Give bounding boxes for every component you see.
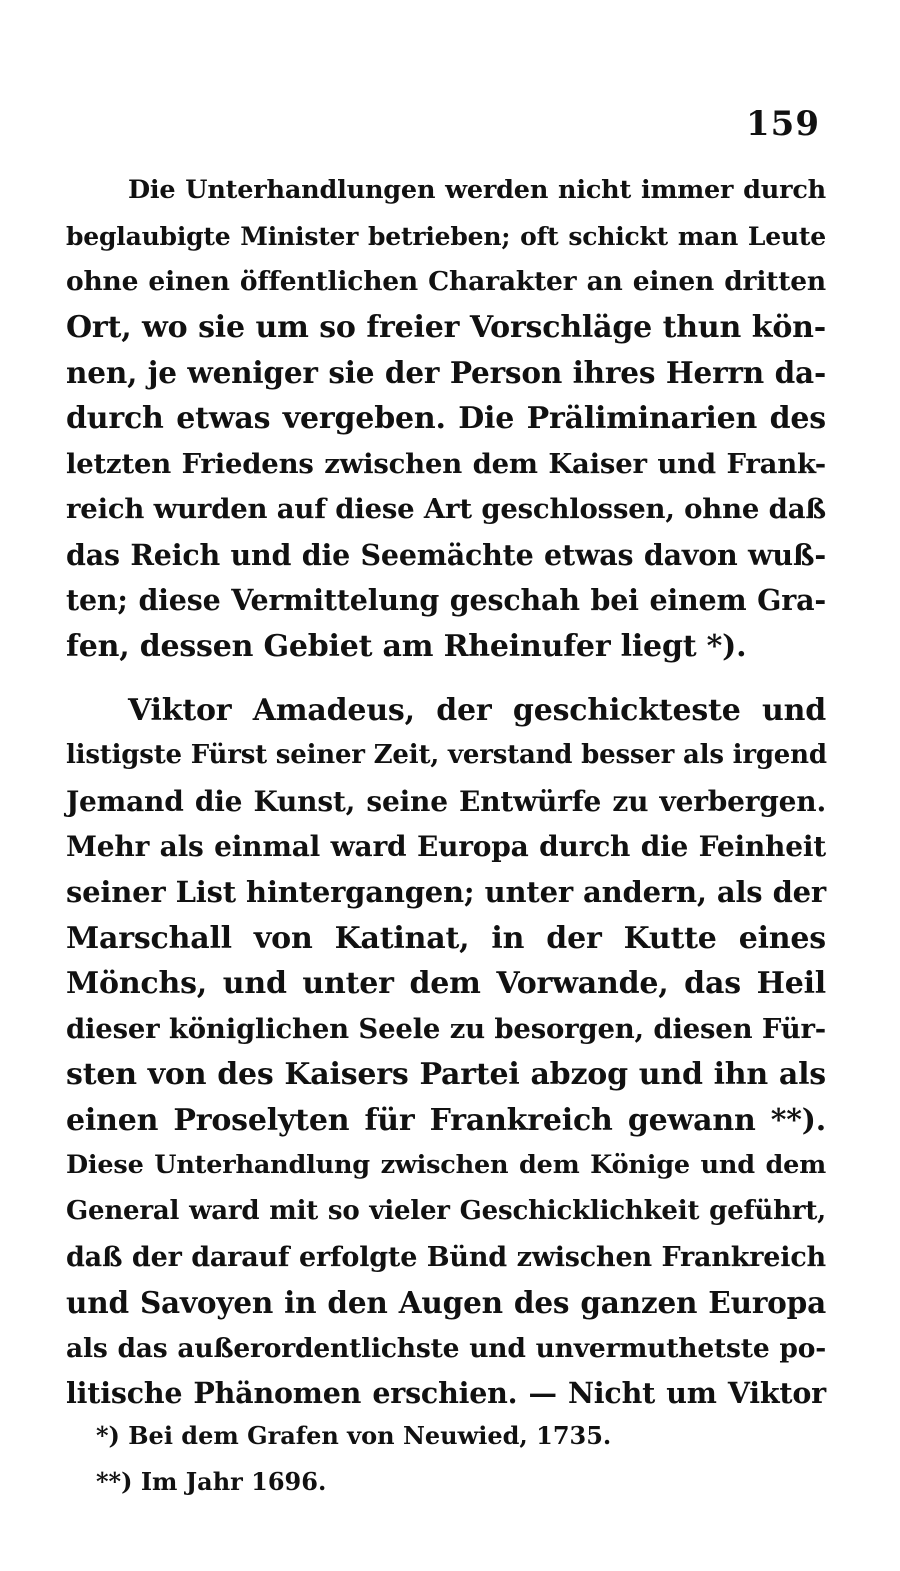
text-line: letzten Friedens zwischen dem Kaiser und Frank- [66,447,826,480]
page-number: 159 [746,104,820,144]
footnote-1: *) Bei dem Grafen von Neuwied, 1735. [96,1421,612,1450]
text-line: litische Phänomen erschien. — Nicht um Viktor [66,1376,826,1411]
text-line: ohne einen öffentlichen Charakter an einen dritten [66,266,826,298]
body-text [66,168,826,1417]
paragraph-gap [66,670,826,688]
text-line: sten von des Kaisers Partei abzog und ihn als [66,1057,826,1093]
paragraph-1 [66,168,826,670]
text-line: Die Unterhandlungen werden nicht immer durch [128,175,826,205]
text-line: als das außerordentlichste und unvermuthetste po- [66,1332,826,1364]
text-line: Mönchs, und unter dem Vorwande, das Heil [66,966,826,1002]
text-line: Ort, wo sie um so freier Vorschläge thun kön- [66,309,826,345]
text-line: dieser königlichen Seele zu besorgen, diesen Für- [66,1012,826,1045]
text-line: seiner List hintergangen; unter andern, als der [66,874,826,909]
text-line: durch etwas vergeben. Die Präliminarien des [66,400,826,436]
text-line: nen, je weniger sie der Person ihres Herrn da- [66,355,826,391]
text-line: reich wurden auf diese Art geschlossen, ohne daß [66,493,826,526]
text-line: beglaubigte Minister betrieben; oft schickt man Leute [66,221,826,251]
text-line: daß der darauf erfolgte Bünd zwischen Frankreich [66,1241,826,1273]
text-line: ten; diese Vermittelung geschah bei einem Gra- [66,583,826,618]
paragraph-2 [66,688,826,1418]
text-line: General ward mit so vieler Geschicklichkeit geführt, [66,1196,826,1227]
text-line: Diese Unterhandlung zwischen dem Könige und dem [66,1150,826,1181]
text-line: fen, dessen Gebiet am Rheinufer liegt *). [66,628,747,664]
text-line: das Reich und die Seemächte etwas davon wuß- [66,537,826,572]
footnote-2: **) Im Jahr 1696. [96,1467,327,1496]
text-line: und Savoyen in den Augen des ganzen Europa [66,1285,826,1321]
text-line: Viktor Amadeus, der geschickteste und [128,692,826,728]
text-line: listigste Fürst seiner Zeit, verstand besser als irgend [66,740,827,771]
text-line: Marschall von Katinat, in der Kutte eines [66,920,826,956]
text-line: Jemand die Kunst, seine Entwürfe zu verbergen. [66,784,826,818]
text-line: einen Proselyten für Frankreich gewann **). [66,1102,826,1138]
footnotes [96,1413,796,1505]
text-line: Mehr als einmal ward Europa durch die Feinheit [66,830,826,864]
